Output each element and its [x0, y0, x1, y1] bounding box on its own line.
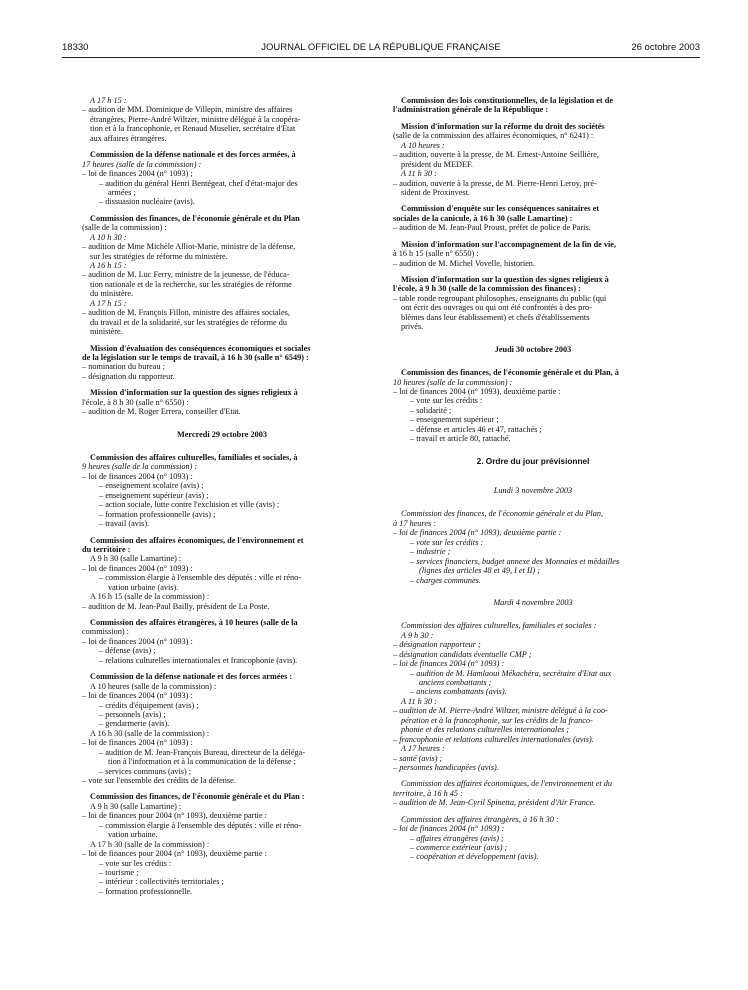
text-line: – audition de M. Hamlaoui Mékachéra, secrétaire d'Etat aux — [410, 668, 612, 678]
spacer — [82, 785, 362, 792]
text-line: A 16 h 30 (salle de la commission) : — [90, 728, 210, 738]
text-line: – loi de finances pour 2004 (n° 1093), deuxième partie : — [82, 849, 267, 859]
text-line: (salle de la commission des affaires économiques, n° 6241) : — [393, 131, 594, 141]
text-line: – désignation du rapporteur. — [82, 371, 175, 381]
text-line: étrangères, Pierre-André Wiltzer, ministre délégué à la coopéra- — [90, 114, 301, 124]
text-line: Mission d'information sur la réforme du droit des sociétés — [401, 121, 605, 131]
text-line: – audition de M. Jean-Cyril Spinetta, président d'Air France. — [393, 798, 596, 808]
text-line: vation urbaine (avis). — [108, 582, 179, 592]
spacer — [393, 444, 673, 457]
text-line: blèmes dans leur établissement) et chefs d'établissements — [401, 312, 590, 322]
text-line: Mission d'évaluation des conséquences économiques et sociales — [90, 343, 311, 353]
text-line: – audition de M. Roger Errera, conseiller d'Etat. — [82, 407, 241, 417]
text-line: – francophonie et relations culturelles internationales (avis). — [393, 734, 594, 744]
text-line: – loi de finances 2004 (n° 1093), deuxième partie : — [393, 386, 561, 396]
text-line: à 16 h 15 (salle n° 6550) : — [393, 249, 479, 259]
text-line: – audition de M. Michel Vovelle, historien. — [393, 258, 535, 268]
text-line: – coopération et développement (avis). — [410, 852, 539, 862]
text-line: sident de Proxinvest. — [401, 187, 470, 197]
text-line: tion à l'information et à la communication de la défense ; — [108, 757, 296, 767]
text-line: ont écrit des ouvrages ou qui ont été confrontés à des pro- — [401, 303, 592, 313]
text-line: anciens combattants ; — [419, 678, 492, 687]
text-line: à 17 heures : — [393, 518, 436, 528]
day-heading: Lundi 3 novembre 2003 — [493, 486, 573, 495]
text-line: A 9 h 30 (salle Lamartine) : — [90, 554, 182, 564]
text-line: A 11 h 30 : — [401, 169, 437, 179]
text-line: – désignation rapporteur ; — [393, 640, 481, 650]
text-line: Commission des finances, de l'économie générale et du Plan, à — [401, 368, 619, 378]
spacer — [82, 446, 362, 453]
day-heading: Mercredi 29 octobre 2003 — [176, 429, 268, 439]
text-line: – loi de finances 2004 (n° 1093) : — [82, 563, 193, 573]
text-line: – audition de MM. Dominique de Villepin, ministre des affaires — [82, 105, 293, 115]
text-line: – loi de finances 2004 (n° 1093) : — [393, 824, 505, 834]
text-line: l'école, à 8 h 30 (salle n° 6550) : — [82, 397, 189, 407]
right-column — [393, 96, 673, 862]
text-line: – loi de finances 2004 (n° 1093) : — [82, 691, 193, 701]
spacer — [393, 197, 673, 204]
text-line: privés. — [401, 322, 424, 332]
text-line: Mission d'information sur la question des signes religieux à — [401, 275, 609, 284]
text-line: – enseignement supérieur (avis) ; — [99, 490, 209, 500]
text-line: commission) : — [82, 627, 129, 637]
text-line: – audition de M. Pierre-André Wiltzer, ministre délégué à la coo- — [393, 706, 608, 716]
spacer — [393, 332, 673, 345]
text-line: A 10 heures : — [401, 140, 445, 150]
text-line: sociales de la canicule, à 16 h 30 (salle Lamartine) : — [393, 213, 573, 223]
text-line: vation urbaine. — [108, 830, 158, 840]
spacer — [82, 611, 362, 618]
text-line: – enseignement supérieur ; — [410, 415, 499, 425]
text-line: – solidarité ; — [410, 405, 452, 415]
text-line: – loi de finances 2004 (n° 1093) : — [393, 659, 505, 669]
text-line: A 16 h 15 (salle de la commission) : — [90, 592, 210, 602]
text-line: A 17 h 30 (salle de la commission) : — [90, 839, 210, 849]
text-line: – charges communes. — [410, 575, 481, 585]
text-line: – loi de finances 2004 (n° 1093) : — [82, 738, 193, 748]
text-line: A 17 h 15 : — [90, 96, 127, 105]
text-line: – vote sur les crédits : — [410, 537, 484, 547]
text-line: l'administration générale de la République : — [393, 105, 549, 115]
text-line: territoire, à 16 h 45 : — [393, 788, 463, 798]
text-line: A 11 h 30 : — [401, 696, 437, 706]
text-line: Commission de la défense nationale et des forces armées, à — [90, 150, 296, 160]
text-line: – travail (avis). — [99, 519, 150, 529]
spacer — [393, 115, 673, 122]
text-line: président du MEDEF. — [401, 159, 473, 169]
text-line: Commission des affaires culturelles, familiales et sociales, à — [90, 453, 298, 462]
text-line: – nomination du bureau ; — [82, 362, 165, 372]
text-line: – affaires étrangères (avis) ; — [410, 833, 504, 843]
text-line: A 10 h 30 : — [90, 232, 127, 242]
text-line: – audition de M. Luc Ferry, ministre de la jeunesse, de l'éduca- — [82, 270, 290, 280]
spacer — [82, 143, 362, 150]
text-line: – services financiers, budget annexe des Monnaies et médailles — [410, 556, 620, 566]
text-line: Commission des affaires étrangères, à 16 h 30 : — [401, 814, 559, 824]
spacer — [393, 585, 673, 598]
text-line: – vote sur l'ensemble des crédits de la défense. — [82, 776, 236, 785]
text-line: A 9 h 30 (salle Lamartine) : — [90, 801, 182, 811]
day-heading: 2. Ordre du jour prévisionnel — [476, 456, 590, 466]
text-line: – formation professionnelle (avis) ; — [99, 509, 216, 519]
text-line: A 16 h 15 : — [90, 261, 127, 270]
text-line: – industrie ; — [410, 547, 451, 557]
text-line: armées ; — [108, 187, 136, 197]
text-line: Commission des affaires économiques, de l'environnement et du — [401, 779, 613, 789]
text-line: Commission des affaires culturelles, familiales et sociales : — [401, 621, 597, 631]
spacer — [393, 808, 673, 815]
page-header — [62, 42, 700, 56]
text-line: – loi de finances 2004 (n° 1093) : — [82, 636, 193, 646]
journal-title: JOURNAL OFFICIEL DE LA RÉPUBLIQUE FRANÇAISE — [261, 42, 501, 53]
page-number: 18330 — [62, 42, 89, 53]
spacer — [393, 772, 673, 779]
text-line: Commission des lois constitutionnelles, de la législation et de — [401, 96, 613, 105]
text-line: Mission d'information sur l'accompagnement de la fin de vie, — [401, 239, 617, 249]
spacer — [393, 466, 673, 473]
spacer — [393, 361, 673, 368]
spacer — [393, 473, 673, 486]
text-line: – commission élargie à l'ensemble des députés : ville et réno- — [99, 573, 302, 583]
text-line: – loi de finances pour 2004 (n° 1093), deuxième partie : — [82, 811, 267, 821]
text-line: – audition de M. François Fillon, ministre des affaires sociales, — [82, 308, 290, 318]
text-line: phonie et des relations culturelles internationales ; — [401, 725, 570, 735]
text-line: aux affaires étrangères. — [90, 133, 167, 143]
text-line: du territoire : — [82, 544, 131, 554]
text-line: – audition de M. Jean-Paul Proust, préfet de police de Paris. — [393, 223, 591, 233]
spacer — [393, 495, 673, 502]
day-heading: Mardi 4 novembre 2003 — [493, 597, 573, 607]
left-column — [82, 96, 362, 896]
text-line: du ministère. — [90, 289, 134, 299]
text-line: Commission des finances, de l'économie générale et du Plan — [90, 213, 300, 223]
text-line: Commission des finances, de l'économie générale et du Plan, — [401, 509, 604, 519]
spacer — [393, 502, 673, 509]
spacer — [82, 381, 362, 388]
text-line: Commission des affaires économiques, de l'environnement et — [90, 535, 304, 545]
text-line: – intérieur : collectivités territoriales ; — [99, 877, 224, 887]
text-line: – désignation candidats éventuelle CMP ; — [393, 649, 532, 659]
spacer — [393, 614, 673, 621]
spacer — [393, 607, 673, 614]
text-line: 17 heures (salle de la commission) : — [82, 159, 202, 169]
spacer — [82, 207, 362, 214]
text-line: – table ronde regroupant philosophes, enseignants du public (qui — [393, 293, 607, 303]
text-line: 10 heures (salle de la commission) : — [393, 377, 513, 387]
text-line: sur les stratégies de réforme du ministère. — [90, 251, 228, 261]
text-line: – défense (avis) ; — [99, 646, 156, 656]
text-line: – enseignement scolaire (avis) ; — [99, 481, 204, 491]
text-line: – vote sur les crédits : — [99, 858, 172, 868]
text-line: ministère. — [90, 327, 123, 337]
text-line: – santé (avis) ; — [393, 753, 443, 763]
text-line: – relations culturelles internationales et francophonie (avis). — [99, 655, 298, 665]
text-line: A 17 h 15 : — [90, 298, 127, 308]
text-line: – travail et article 80, rattaché. — [410, 434, 511, 444]
day-heading: Jeudi 30 octobre 2003 — [494, 344, 572, 354]
text-line: tion et à la francophonie, et Renaud Muselier, secrétaire d'Etat — [90, 124, 296, 134]
spacer — [393, 354, 673, 361]
text-line: tion nationale et de la recherche, sur les stratégies de réforme — [90, 279, 292, 289]
text-line: de la législation sur le temps de travail, à 16 h 30 (salle n° 6549) : — [82, 352, 309, 362]
text-line: – vote sur les crédits : — [410, 396, 483, 406]
spacer — [82, 529, 362, 536]
text-line: – loi de finances 2004 (n° 1093) ; — [82, 169, 193, 179]
text-line: A 9 h 30 : — [401, 630, 434, 640]
spacer — [82, 665, 362, 672]
text-line: – action sociale, lutte contre l'exclusion et ville (avis) ; — [99, 500, 280, 510]
text-line: – audition de M. Jean-François Bureau, directeur de la déléga- — [99, 747, 305, 757]
text-line: – commission élargie à l'ensemble des députés : ville et réno- — [99, 820, 302, 830]
text-line: A 10 heures (salle de la commission) : — [90, 681, 217, 691]
text-line: – formation professionnelle. — [99, 886, 193, 896]
text-line: – tourisme ; — [99, 867, 139, 877]
text-line: Commission d'enquête sur les conséquences sanitaires et — [401, 204, 600, 214]
text-line: du travail et de la solidarité, sur les stratégies de réforme du — [90, 317, 288, 327]
spacer — [82, 439, 362, 446]
text-line: – anciens combattants (avis). — [410, 687, 507, 697]
text-line: (lignes des articles 48 et 49, I et II) ; — [419, 566, 540, 576]
spacer — [393, 268, 673, 275]
text-line: l'école, à 9 h 30 (salle de la commission des finances) : — [393, 284, 581, 294]
text-line: – audition, ouverte à la presse, de M. Pierre-Henri Leroy, pré- — [393, 178, 597, 188]
text-line: – audition de M. Jean-Paul Bailly, président de La Poste. — [82, 601, 270, 611]
spacer — [82, 417, 362, 430]
text-line: – dissuasion nucléaire (avis). — [99, 197, 195, 207]
text-line: – audition de Mme Michèle Alliot-Marie, ministre de la défense, — [82, 242, 296, 252]
issue-date: 26 octobre 2003 — [631, 42, 700, 53]
text-line: 9 heures (salle de la commission) : — [82, 462, 198, 472]
spacer — [82, 337, 362, 344]
text-line: pération et à la francophonie, sur les crédits de la franco- — [401, 715, 593, 725]
text-line: – défense et articles 46 et 47, rattachés ; — [410, 424, 542, 434]
text-line: – personnels (avis) ; — [99, 709, 166, 719]
text-line: Commission des finances, de l'économie générale et du Plan : — [90, 792, 305, 802]
text-line: (salle de la commission) : — [82, 223, 167, 233]
text-line: – loi de finances 2004 (n° 1093) : — [82, 471, 193, 481]
text-line: – crédits d'équipement (avis) ; — [99, 700, 199, 710]
text-line: – gendarmerie (avis). — [99, 719, 170, 729]
text-line: – loi de finances 2004 (n° 1093), deuxième partie : — [393, 528, 562, 538]
text-line: Commission de la défense nationale et des forces armées : — [90, 672, 293, 682]
text-line: Mission d'information sur la question des signes religieux à — [90, 388, 298, 398]
text-line: – commerce extérieur (avis) ; — [410, 843, 508, 852]
header-rule — [62, 57, 700, 58]
text-line: Commission des affaires étrangères, à 10 heures (salle de la — [90, 618, 298, 627]
text-line: – personnes handicapées (avis). — [393, 762, 499, 772]
text-line: A 17 heures : — [401, 744, 445, 754]
text-line: – audition, ouverte à la presse, de M. Ernest-Antoine Seillière, — [393, 150, 599, 160]
spacer — [393, 233, 673, 240]
text-line: – services communs (avis) ; — [99, 766, 192, 776]
text-line: – audition du général Henri Bentégeat, chef d'état-major des — [99, 178, 298, 188]
